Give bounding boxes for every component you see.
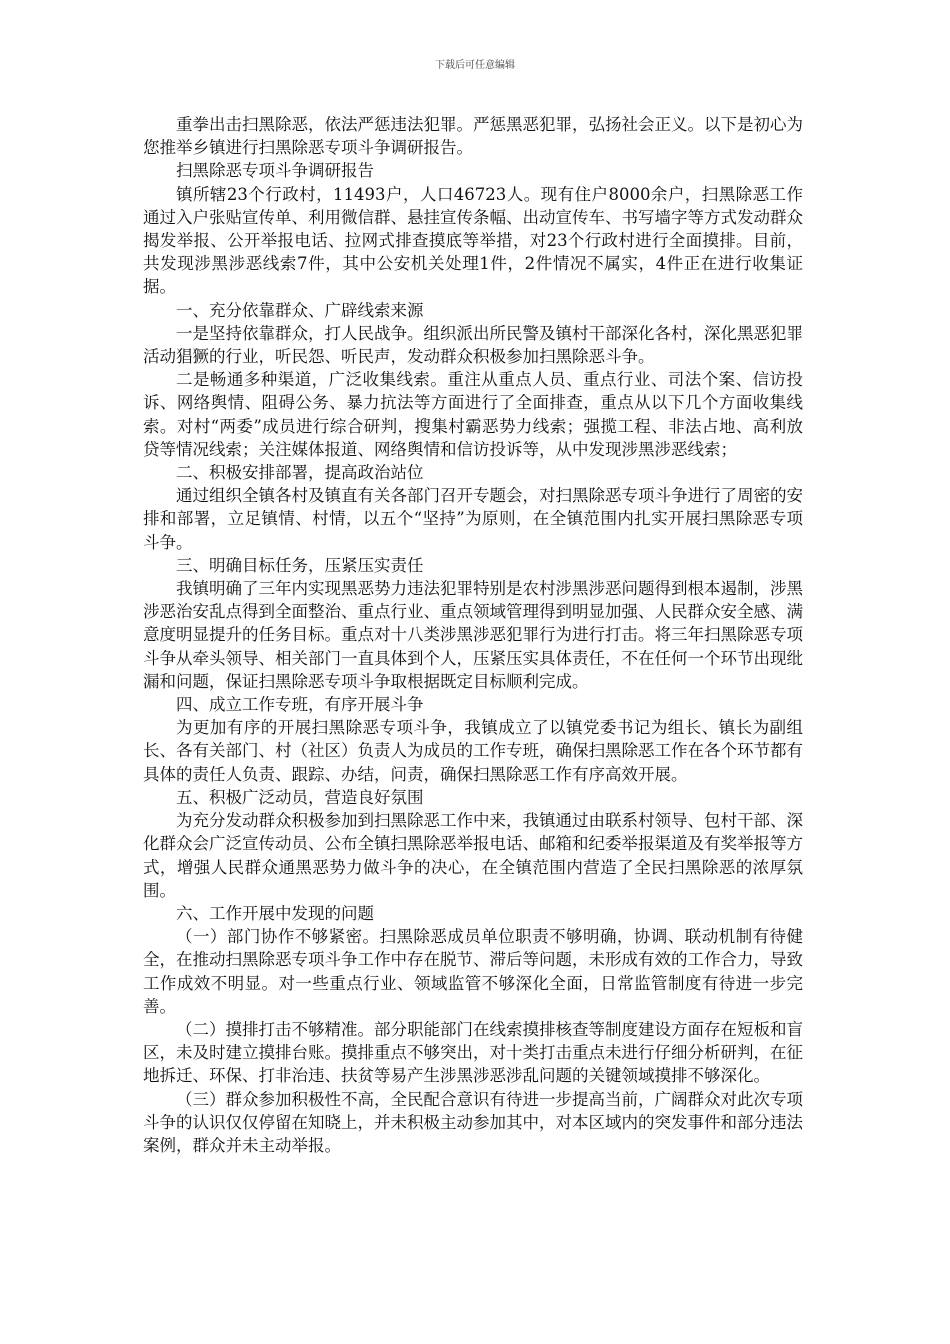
section-heading: 五、积极广泛动员，营造良好氛围 bbox=[176, 787, 424, 807]
paragraph: 镇所辖23个行政村，11493户，人口46723人。现有住户8000余户，扫黑除恶工作通过入户张贴宣传单、利用微信群、悬挂宣传条幅、出动宣传车、书写墙字等方式发动群众揭发举报、公开举报电话、拉网式排查摸底等举措，对23个行政村进行全面摸排。目前，共发现涉黑涉恶线索7件，其中公安机关处理1件，2件情况不属实，4件正在进行收集证据。 bbox=[143, 184, 803, 297]
paragraph: 通过组织全镇各村及镇直有关各部门召开专题会，对扫黑除恶专项斗争进行了周密的安排和部署，立足镇情、村情，以五个“坚持”为原则，在全镇范围内扎实开展扫黑除恶专项斗争。 bbox=[143, 486, 803, 552]
paragraph: 为充分发动群众积极参加到扫黑除恶工作中来，我镇通过由联系村领导、包村干部、深化群众会广泛宣传动员、公布全镇扫黑除恶举报电话、邮箱和纪委举报渠道及有奖举报等方式，增强人民群众通黑恶势力做斗争的决心，在全镇范围内营造了全民扫黑除恶的浓厚氛围。 bbox=[143, 811, 803, 900]
paragraph: （三）群众参加积极性不高，全民配合意识有待进一步提高当前，广阔群众对此次专项斗争的认识仅仅停留在知晓上，并未积极主动参加其中，对本区域内的突发事件和部分违法案例，群众并未主动举报。 bbox=[143, 1089, 803, 1155]
paragraph: （二）摸排打击不够精准。部分职能部门在线索摸排核查等制度建设方面存在短板和盲区，未及时建立摸排台账。摸排重点不够突出，对十类打击重点未进行仔细分析研判，在征地拆迁、环保、打非治违、扶贫等易产生涉黑涉恶涉乱问题的关键领域摸排不够深化。 bbox=[143, 1019, 803, 1086]
section-heading: 三、明确目标任务，压紧压实责任 bbox=[176, 555, 424, 575]
section-heading: 二、积极安排部署，提高政治站位 bbox=[176, 463, 424, 483]
document-body bbox=[143, 113, 803, 1157]
header-note: 下载后可任意编辑 bbox=[435, 60, 515, 71]
paragraph: （一）部门协作不够紧密。扫黑除恶成员单位职责不够明确，协调、联动机制有待健全，在推动扫黑除恶专项斗争工作中存在脱节、滞后等问题，未形成有效的工作合力，导致工作成效不明显。对一些重点行业、领域监管不够深化全面，日常监管制度有待进一步完善。 bbox=[143, 927, 803, 1016]
paragraph: 我镇明确了三年内实现黑恶势力违法犯罪特别是农村涉黑涉恶问题得到根本遏制，涉黑涉恶治安乱点得到全面整治、重点行业、重点领域管理得到明显加强、人民群众安全感、满意度明显提升的任务目标。重点对十八类涉黑涉恶犯罪行为进行打击。将三年扫黑除恶专项斗争从牵头领导、相关部门一直具体到个人，压紧压实具体责任，不在任何一个环节出现纰漏和问题，保证扫黑除恶专项斗争取根据既定目标顺利完成。 bbox=[143, 579, 803, 691]
paragraph: 二是畅通多种渠道，广泛收集线索。重注从重点人员、重点行业、司法个案、信访投诉、网络舆情、阻碍公务、暴力抗法等方面进行了全面排查，重点从以下几个方面收集线索。对村“两委”成员进行综合研判，搜集村霸恶势力线索；强揽工程、非法占地、高利放贷等情况线索；关注媒体报道、网络舆情和信访投诉等，从中发现涉黑涉恶线索； bbox=[143, 370, 803, 459]
section-heading: 六、工作开展中发现的问题 bbox=[176, 903, 374, 923]
section-heading: 一、充分依靠群众、广辟线索来源 bbox=[176, 300, 424, 320]
paragraph: 重拳出击扫黑除恶，依法严惩违法犯罪。严惩黑恶犯罪，弘扬社会正义。以下是初心为您推举乡镇进行扫黑除恶专项斗争调研报告。 bbox=[143, 115, 803, 158]
section-heading: 四、成立工作专班，有序开展斗争 bbox=[176, 695, 424, 715]
report-title: 扫黑除恶专项斗争调研报告 bbox=[176, 161, 374, 181]
paragraph: 为更加有序的开展扫黑除恶专项斗争，我镇成立了以镇党委书记为组长、镇长为副组长、各有关部门、村（社区）负责人为成员的工作专班，确保扫黑除恶工作在各个环节都有具体的责任人负责、跟踪、办结，问责，确保扫黑除恶工作有序高效开展。 bbox=[143, 718, 803, 784]
paragraph: 一是坚持依靠群众，打人民战争。组织派出所民警及镇村干部深化各村，深化黑恶犯罪活动猖獗的行业，听民怨、听民声，发动群众积极参加扫黑除恶斗争。 bbox=[143, 323, 803, 367]
